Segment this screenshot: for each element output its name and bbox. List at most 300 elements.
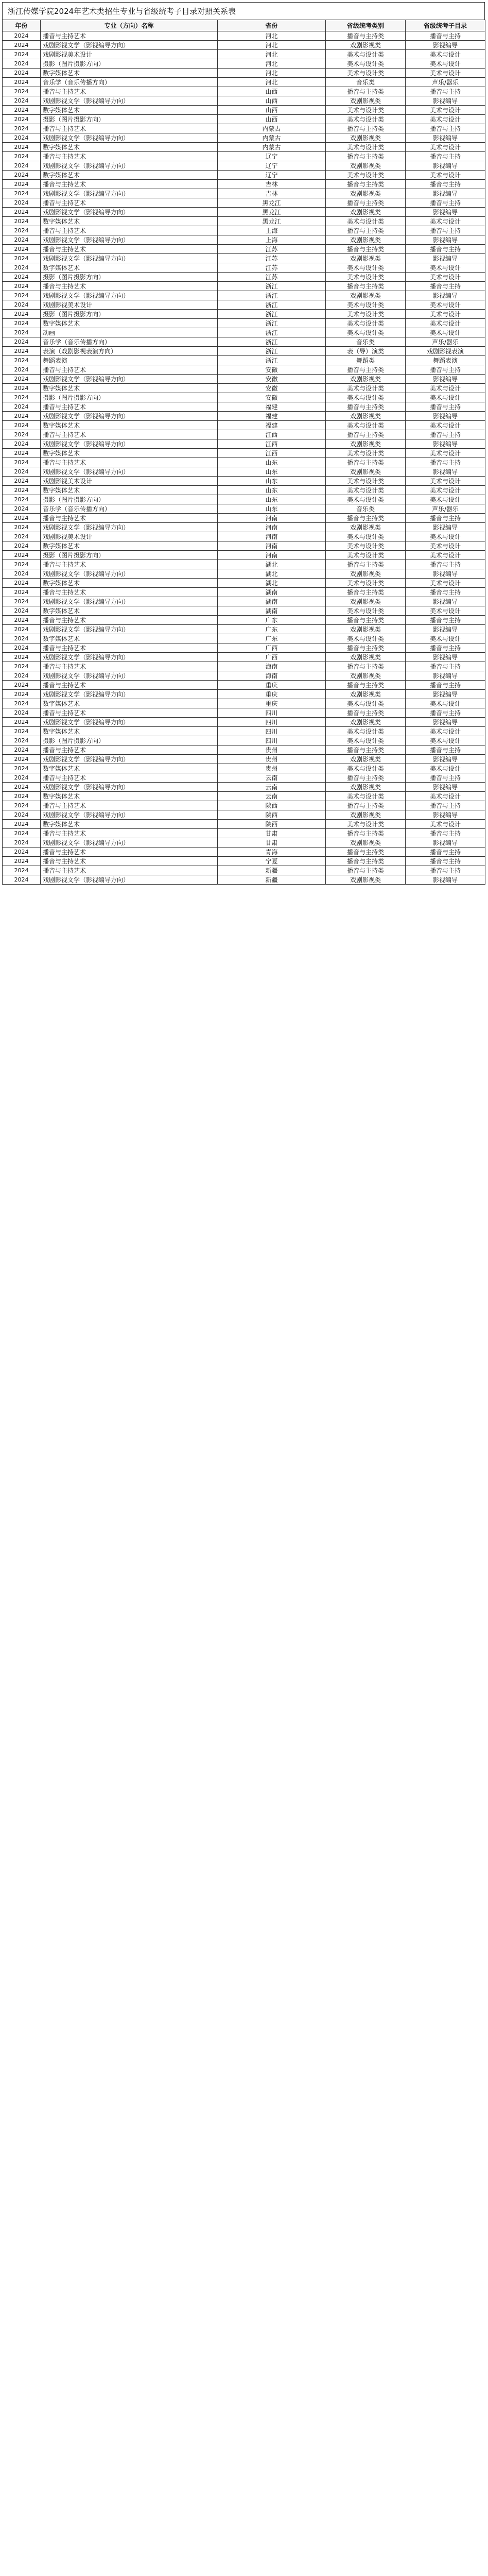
exam-category-cell: 播音与主持类 [326,848,406,857]
year-cell: 2024 [3,171,41,180]
exam-subcategory-cell: 美术与设计 [406,50,485,59]
table-row [3,857,485,866]
table-row [3,421,485,430]
exam-subcategory-cell: 美术与设计 [406,328,485,337]
table-row [3,87,485,96]
exam-category-cell: 播音与主持类 [326,681,406,690]
exam-category-cell: 美术与设计类 [326,143,406,152]
exam-category-cell: 美术与设计类 [326,59,406,69]
exam-category-cell: 戏剧影视类 [326,690,406,699]
province-cell: 安徽 [218,393,326,402]
table-row [3,569,485,579]
province-cell: 上海 [218,235,326,245]
table-row [3,152,485,161]
table-row [3,189,485,198]
table-row [3,820,485,829]
table-row [3,560,485,569]
year-cell: 2024 [3,866,41,875]
exam-subcategory-cell: 影视编导 [406,755,485,764]
exam-category-cell: 美术与设计类 [326,115,406,124]
province-cell: 山西 [218,106,326,115]
year-cell: 2024 [3,375,41,384]
major-cell: 数字媒体艺术 [41,384,218,393]
province-cell: 江西 [218,439,326,449]
exam-subcategory-cell: 美术与设计 [406,477,485,486]
province-cell: 贵州 [218,755,326,764]
major-cell: 音乐学（音乐传播方向） [41,504,218,514]
province-cell: 河南 [218,541,326,551]
exam-subcategory-cell: 播音与主持 [406,458,485,467]
exam-subcategory-cell: 影视编导 [406,161,485,171]
year-cell: 2024 [3,384,41,393]
exam-subcategory-cell: 舞蹈表演 [406,356,485,365]
year-cell: 2024 [3,115,41,124]
exam-category-cell: 播音与主持类 [326,31,406,41]
major-cell: 戏剧影视文学（影视编导方向） [41,235,218,245]
province-cell: 云南 [218,792,326,801]
major-cell: 戏剧影视文学（影视编导方向） [41,161,218,171]
exam-category-cell: 美术与设计类 [326,106,406,115]
major-cell: 播音与主持艺术 [41,282,218,291]
table-row [3,792,485,801]
exam-category-cell: 戏剧影视类 [326,41,406,50]
province-cell: 贵州 [218,745,326,755]
province-cell: 浙江 [218,282,326,291]
exam-category-cell: 戏剧影视类 [326,208,406,217]
major-cell: 播音与主持艺术 [41,514,218,523]
exam-subcategory-cell: 播音与主持 [406,402,485,412]
exam-category-cell: 播音与主持类 [326,643,406,653]
table-row [3,643,485,653]
province-cell: 湖北 [218,560,326,569]
table-row [3,681,485,690]
year-cell: 2024 [3,458,41,467]
major-cell: 数字媒体艺术 [41,217,218,226]
province-cell: 山东 [218,504,326,514]
province-cell: 浙江 [218,291,326,300]
province-cell: 湖北 [218,569,326,579]
year-cell: 2024 [3,597,41,606]
exam-subcategory-cell: 播音与主持 [406,87,485,96]
major-cell: 戏剧影视文学（影视编导方向） [41,671,218,681]
year-cell: 2024 [3,310,41,319]
major-cell: 戏剧影视文学（影视编导方向） [41,523,218,532]
exam-subcategory-cell: 播音与主持 [406,124,485,133]
table-row [3,848,485,857]
major-cell: 数字媒体艺术 [41,171,218,180]
year-cell: 2024 [3,106,41,115]
exam-subcategory-cell: 播音与主持 [406,681,485,690]
exam-category-cell: 戏剧影视类 [326,718,406,727]
exam-category-cell: 播音与主持类 [326,829,406,838]
exam-subcategory-cell: 播音与主持 [406,708,485,718]
exam-category-cell: 播音与主持类 [326,745,406,755]
year-cell: 2024 [3,671,41,681]
table-row [3,235,485,245]
table-row [3,634,485,643]
year-cell: 2024 [3,402,41,412]
province-cell: 江苏 [218,273,326,282]
year-cell: 2024 [3,532,41,541]
major-cell: 表演（戏剧影视表演方向） [41,347,218,356]
table-row [3,254,485,263]
exam-subcategory-cell: 美术与设计 [406,532,485,541]
major-cell: 播音与主持艺术 [41,848,218,857]
table-row [3,69,485,78]
exam-category-cell: 播音与主持类 [326,662,406,671]
year-cell: 2024 [3,59,41,69]
year-cell: 2024 [3,273,41,282]
major-cell: 戏剧影视文学（影视编导方向） [41,653,218,662]
year-cell: 2024 [3,745,41,755]
major-cell: 播音与主持艺术 [41,588,218,597]
year-cell: 2024 [3,699,41,708]
year-cell: 2024 [3,198,41,208]
exam-subcategory-cell: 影视编导 [406,235,485,245]
exam-subcategory-cell: 美术与设计 [406,764,485,773]
major-cell: 数字媒体艺术 [41,69,218,78]
table-row [3,606,485,616]
province-cell: 重庆 [218,690,326,699]
year-cell: 2024 [3,31,41,41]
province-cell: 浙江 [218,356,326,365]
document-title: 浙江传媒学院2024年艺术类招生专业与省级统考子目录对照关系表 [2,2,485,20]
province-cell: 福建 [218,412,326,421]
major-cell: 数字媒体艺术 [41,486,218,495]
table-row [3,143,485,152]
year-cell: 2024 [3,319,41,328]
exam-category-cell: 美术与设计类 [326,579,406,588]
year-cell: 2024 [3,810,41,820]
table-row [3,551,485,560]
table-row [3,310,485,319]
table-row [3,662,485,671]
exam-subcategory-cell: 影视编导 [406,439,485,449]
exam-category-cell: 戏剧影视类 [326,523,406,532]
major-cell: 播音与主持艺术 [41,226,218,235]
major-cell: 播音与主持艺术 [41,857,218,866]
exam-category-cell: 美术与设计类 [326,736,406,745]
year-cell: 2024 [3,875,41,885]
major-cell: 戏剧影视文学（影视编导方向） [41,375,218,384]
exam-category-cell: 播音与主持类 [326,866,406,875]
exam-category-cell: 音乐类 [326,504,406,514]
exam-category-cell: 美术与设计类 [326,50,406,59]
major-cell: 播音与主持艺术 [41,866,218,875]
province-cell: 重庆 [218,681,326,690]
major-cell: 音乐学（音乐传播方向） [41,78,218,87]
table-row [3,96,485,106]
province-cell: 广东 [218,634,326,643]
exam-subcategory-cell: 播音与主持 [406,866,485,875]
exam-subcategory-cell: 美术与设计 [406,699,485,708]
year-cell: 2024 [3,718,41,727]
year-cell: 2024 [3,365,41,375]
province-cell: 山西 [218,115,326,124]
major-cell: 戏剧影视美术设计 [41,477,218,486]
table-row [3,477,485,486]
major-cell: 戏剧影视文学（影视编导方向） [41,291,218,300]
major-cell: 戏剧影视文学（影视编导方向） [41,569,218,579]
exam-subcategory-cell: 影视编导 [406,133,485,143]
table-row [3,133,485,143]
major-cell: 摄影（图片摄影方向） [41,310,218,319]
table-row [3,300,485,310]
year-cell: 2024 [3,662,41,671]
table-row [3,41,485,50]
exam-subcategory-cell: 播音与主持 [406,430,485,439]
major-cell: 数字媒体艺术 [41,792,218,801]
province-cell: 新疆 [218,866,326,875]
exam-subcategory-cell: 播音与主持 [406,152,485,161]
exam-category-cell: 戏剧影视类 [326,96,406,106]
exam-subcategory-cell: 影视编导 [406,291,485,300]
province-cell: 河北 [218,50,326,59]
exam-subcategory-cell: 播音与主持 [406,198,485,208]
exam-subcategory-cell: 美术与设计 [406,393,485,402]
exam-category-cell: 戏剧影视类 [326,254,406,263]
exam-subcategory-cell: 播音与主持 [406,662,485,671]
major-cell: 播音与主持艺术 [41,773,218,783]
table-row [3,328,485,337]
exam-category-cell: 播音与主持类 [326,514,406,523]
exam-subcategory-cell: 美术与设计 [406,551,485,560]
year-cell: 2024 [3,226,41,235]
exam-subcategory-cell: 影视编导 [406,671,485,681]
province-cell: 浙江 [218,300,326,310]
exam-category-cell: 播音与主持类 [326,801,406,810]
exam-subcategory-cell: 播音与主持 [406,365,485,375]
exam-subcategory-cell: 播音与主持 [406,180,485,189]
exam-subcategory-cell: 美术与设计 [406,449,485,458]
province-cell: 浙江 [218,319,326,328]
major-cell: 动画 [41,328,218,337]
province-cell: 山东 [218,486,326,495]
table-row [3,829,485,838]
table-row [3,486,485,495]
exam-category-cell: 戏剧影视类 [326,838,406,848]
exam-subcategory-cell: 影视编导 [406,375,485,384]
major-cell: 摄影（图片摄影方向） [41,273,218,282]
exam-category-cell: 戏剧影视类 [326,412,406,421]
year-cell: 2024 [3,606,41,616]
exam-subcategory-cell: 播音与主持 [406,801,485,810]
year-cell: 2024 [3,820,41,829]
exam-category-cell: 舞蹈类 [326,356,406,365]
table-row [3,291,485,300]
year-cell: 2024 [3,653,41,662]
exam-category-cell: 美术与设计类 [326,263,406,273]
year-cell: 2024 [3,755,41,764]
province-cell: 山西 [218,87,326,96]
province-cell: 河北 [218,41,326,50]
exam-subcategory-cell: 影视编导 [406,718,485,727]
exam-category-cell: 播音与主持类 [326,708,406,718]
province-cell: 四川 [218,718,326,727]
table-row [3,625,485,634]
exam-category-cell: 美术与设计类 [326,421,406,430]
year-cell: 2024 [3,282,41,291]
exam-category-cell: 戏剧影视类 [326,783,406,792]
year-cell: 2024 [3,560,41,569]
table-row [3,356,485,365]
table-row [3,50,485,59]
province-cell: 福建 [218,402,326,412]
major-cell: 戏剧影视文学（影视编导方向） [41,412,218,421]
exam-subcategory-cell: 美术与设计 [406,606,485,616]
year-cell: 2024 [3,551,41,560]
province-cell: 山东 [218,495,326,504]
year-cell: 2024 [3,541,41,551]
province-cell: 重庆 [218,699,326,708]
table-body [3,31,485,885]
major-cell: 播音与主持艺术 [41,616,218,625]
exam-category-cell: 播音与主持类 [326,773,406,783]
major-cell: 播音与主持艺术 [41,643,218,653]
exam-subcategory-cell: 声乐/器乐 [406,504,485,514]
province-cell: 内蒙古 [218,133,326,143]
table-row [3,365,485,375]
major-cell: 播音与主持艺术 [41,152,218,161]
province-cell: 河北 [218,31,326,41]
province-cell: 广东 [218,616,326,625]
major-cell: 摄影（图片摄影方向） [41,393,218,402]
year-cell: 2024 [3,681,41,690]
major-cell: 戏剧影视文学（影视编导方向） [41,718,218,727]
province-cell: 福建 [218,421,326,430]
exam-category-cell: 播音与主持类 [326,616,406,625]
province-cell: 河北 [218,69,326,78]
exam-category-cell: 美术与设计类 [326,495,406,504]
province-cell: 湖南 [218,597,326,606]
year-cell: 2024 [3,708,41,718]
major-cell: 数字媒体艺术 [41,764,218,773]
year-cell: 2024 [3,801,41,810]
exam-subcategory-cell: 美术与设计 [406,319,485,328]
exam-subcategory-cell: 影视编导 [406,41,485,50]
province-cell: 云南 [218,783,326,792]
year-cell: 2024 [3,50,41,59]
exam-category-cell: 播音与主持类 [326,87,406,96]
exam-subcategory-cell: 影视编导 [406,254,485,263]
major-cell: 戏剧影视文学（影视编导方向） [41,189,218,198]
table-row [3,755,485,764]
year-cell: 2024 [3,773,41,783]
exam-category-cell: 播音与主持类 [326,458,406,467]
exam-subcategory-cell: 美术与设计 [406,421,485,430]
major-cell: 数字媒体艺术 [41,606,218,616]
major-cell: 播音与主持艺术 [41,829,218,838]
major-cell: 摄影（图片摄影方向） [41,495,218,504]
province-cell: 湖南 [218,606,326,616]
year-cell: 2024 [3,486,41,495]
major-cell: 戏剧影视文学（影视编导方向） [41,439,218,449]
table-row [3,430,485,439]
exam-category-cell: 音乐类 [326,78,406,87]
table-row [3,217,485,226]
year-cell: 2024 [3,133,41,143]
major-cell: 数字媒体艺术 [41,449,218,458]
major-cell: 戏剧影视文学（影视编导方向） [41,625,218,634]
year-cell: 2024 [3,208,41,217]
exam-subcategory-cell: 影视编导 [406,96,485,106]
exam-category-cell: 美术与设计类 [326,764,406,773]
province-cell: 甘肃 [218,829,326,838]
exam-category-cell: 美术与设计类 [326,328,406,337]
table-row [3,671,485,681]
exam-subcategory-cell: 美术与设计 [406,541,485,551]
year-cell: 2024 [3,588,41,597]
exam-category-cell: 美术与设计类 [326,606,406,616]
exam-subcategory-cell: 美术与设计 [406,820,485,829]
province-cell: 陕西 [218,801,326,810]
table-row [3,597,485,606]
table-row [3,124,485,133]
table-row [3,727,485,736]
exam-subcategory-cell: 美术与设计 [406,69,485,78]
table-row [3,690,485,699]
table-row [3,31,485,41]
table-row [3,699,485,708]
province-cell: 内蒙古 [218,124,326,133]
year-cell: 2024 [3,235,41,245]
major-cell: 音乐学（音乐传播方向） [41,337,218,347]
year-cell: 2024 [3,291,41,300]
province-cell: 安徽 [218,375,326,384]
exam-subcategory-cell: 美术与设计 [406,634,485,643]
province-cell: 新疆 [218,875,326,885]
exam-category-cell: 表（导）演类 [326,347,406,356]
table-row [3,347,485,356]
province-cell: 山东 [218,458,326,467]
major-cell: 播音与主持艺术 [41,365,218,375]
province-cell: 湖南 [218,588,326,597]
exam-category-cell: 戏剧影视类 [326,235,406,245]
major-cell: 戏剧影视文学（影视编导方向） [41,133,218,143]
year-cell: 2024 [3,625,41,634]
year-cell: 2024 [3,69,41,78]
year-cell: 2024 [3,161,41,171]
year-cell: 2024 [3,504,41,514]
province-cell: 辽宁 [218,152,326,161]
major-cell: 数字媒体艺术 [41,106,218,115]
exam-subcategory-cell: 影视编导 [406,838,485,848]
major-cell: 戏剧影视文学（影视编导方向） [41,597,218,606]
major-cell: 播音与主持艺术 [41,245,218,254]
header-province-major: 专业（方向）名称 [41,20,218,31]
year-cell: 2024 [3,838,41,848]
province-cell: 浙江 [218,328,326,337]
exam-subcategory-cell: 影视编导 [406,412,485,421]
province-cell: 陕西 [218,810,326,820]
year-cell: 2024 [3,569,41,579]
table-row [3,337,485,347]
exam-subcategory-cell: 影视编导 [406,653,485,662]
province-cell: 广西 [218,643,326,653]
exam-subcategory-cell: 播音与主持 [406,514,485,523]
exam-category-cell: 戏剧影视类 [326,671,406,681]
exam-category-cell: 美术与设计类 [326,171,406,180]
exam-subcategory-cell: 播音与主持 [406,282,485,291]
major-cell: 戏剧影视文学（影视编导方向） [41,96,218,106]
major-cell: 数字媒体艺术 [41,634,218,643]
exam-category-cell: 播音与主持类 [326,124,406,133]
table-row [3,495,485,504]
exam-category-cell: 美术与设计类 [326,69,406,78]
exam-category-cell: 美术与设计类 [326,541,406,551]
major-cell: 数字媒体艺术 [41,263,218,273]
major-cell: 戏剧影视文学（影视编导方向） [41,467,218,477]
